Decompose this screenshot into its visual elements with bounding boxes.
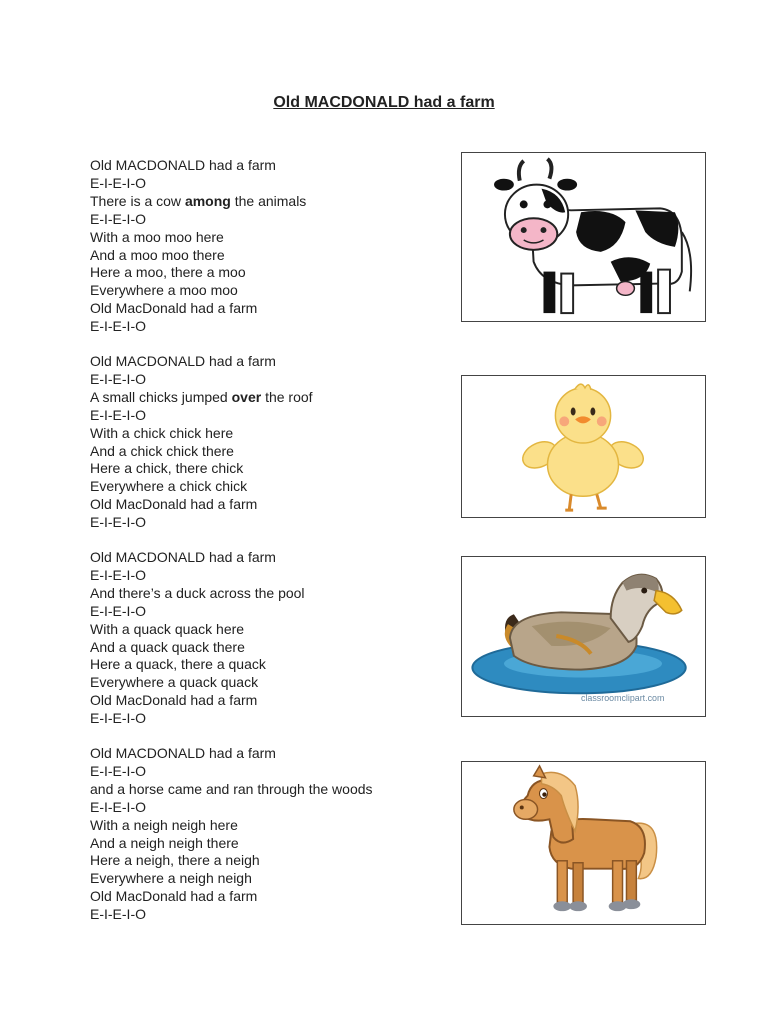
- verse-line: Old MacDonald had a farm: [90, 692, 258, 709]
- verse-line: And there’s a duck across the pool: [90, 584, 305, 601]
- verse-line: With a chick chick here: [90, 424, 234, 441]
- verse-line: Here a quack, there a quack: [90, 656, 266, 673]
- verse-duck: [90, 549, 430, 728]
- verse-line: E-I-E-I-O: [90, 514, 146, 531]
- verse-line: Old MacDonald had a farm: [90, 888, 258, 905]
- verse-line: E-I-E-I-O: [90, 798, 146, 815]
- verse-cow: [90, 157, 430, 336]
- cow-illustration: [462, 153, 705, 321]
- verse-line: Here a neigh, there a neigh: [90, 852, 260, 869]
- verse-line: With a quack quack here: [90, 620, 245, 637]
- verse-line: Old MacDonald had a farm: [90, 496, 258, 513]
- verse-line: There is a cow among the animals: [90, 192, 307, 209]
- verse-line: And a moo moo there: [90, 246, 225, 263]
- page-title: Old MACDONALD had a farm: [273, 94, 495, 111]
- verse-line: Old MACDONALD had a farm: [90, 353, 276, 369]
- horse-illustration: [462, 762, 705, 924]
- verse-line: E-I-E-I-O: [90, 406, 146, 423]
- verse-line: E-I-E-I-O: [90, 370, 146, 387]
- verse-line: And a neigh neigh there: [90, 834, 239, 851]
- verse-line: And a quack quack there: [90, 638, 245, 655]
- verse-line: E-I-E-I-O: [90, 566, 146, 583]
- verse-line: E-I-E-I-O: [90, 602, 146, 619]
- verse-line: A small chicks jumped over the roof: [90, 388, 313, 405]
- verse-horse: [90, 745, 430, 924]
- verse-line: E-I-E-I-O: [90, 318, 146, 335]
- duck-watermark: classroomclipart.com: [581, 693, 665, 704]
- chick-illustration: [462, 376, 705, 517]
- verse-line: E-I-E-I-O: [90, 762, 146, 779]
- verse-line: Old MACDONALD had a farm: [90, 745, 276, 761]
- verse-chick: [90, 353, 430, 532]
- verse-line: Old MACDONALD had a farm: [90, 549, 276, 565]
- emphasized-word: over: [231, 388, 262, 405]
- verse-line: With a moo moo here: [90, 228, 224, 245]
- verse-line: Old MacDonald had a farm: [90, 300, 258, 317]
- horse-image: [461, 761, 706, 925]
- cow-image: [461, 152, 706, 322]
- verse-line: Everywhere a moo moo: [90, 282, 238, 299]
- verse-line: Old MACDONALD had a farm: [90, 157, 276, 173]
- verse-line: Everywhere a quack quack: [90, 674, 259, 691]
- duck-illustration: [462, 557, 705, 716]
- verse-line: E-I-E-I-O: [90, 210, 146, 227]
- verse-line: and a horse came and ran through the woods: [90, 780, 373, 797]
- verse-line: E-I-E-I-O: [90, 710, 146, 727]
- verse-line: And a chick chick there: [90, 442, 234, 459]
- verse-line: E-I-E-I-O: [90, 174, 146, 191]
- verse-line: E-I-E-I-O: [90, 906, 146, 923]
- verse-line: Here a moo, there a moo: [90, 264, 246, 281]
- chick-image: [461, 375, 706, 518]
- verse-line: Everywhere a chick chick: [90, 478, 248, 495]
- emphasized-word: among: [184, 192, 231, 209]
- verse-line: With a neigh neigh here: [90, 816, 238, 833]
- duck-image: [461, 556, 706, 717]
- verse-line: Everywhere a neigh neigh: [90, 870, 252, 887]
- verse-line: Here a chick, there chick: [90, 460, 244, 477]
